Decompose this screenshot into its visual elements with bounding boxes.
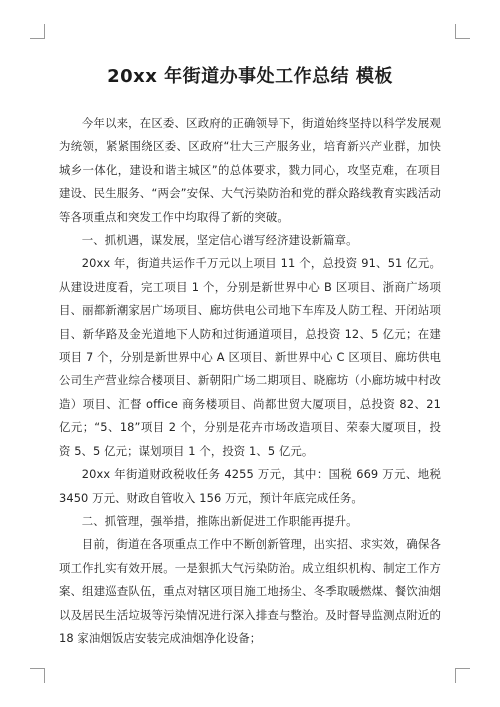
- crop-mark-top-left: [30, 24, 45, 39]
- paragraph-intro: 今年以来，在区委、区政府的正确领导下，街道始终坚持以科学发展观为统领，紧紧围绕区委、区政府“壮大三产服务业，培育新兴产业群，加快城乡一体化，建设和谐主城区”的总体要求，戮力同心，攻坚克难，在项目建设、民生服务、“两会”安保、大气污染防治和党的群众路线教育实践活动等各项重点和突发工作中均取得了新的突破。: [59, 116, 441, 224]
- paragraph-projects: 20xx 年，街道共运作千万元以上项目 11 个，总投资 91、51 亿元。从建设进度看，完工项目 1 个，分别是新世界中心 B 区项目、浙商广场项目、丽都新潮家居广场项目、廊坊供电公司地下车库及人防工程、开闭站项目、新华路及金光道地下人防和过街通道项目，总投资 12、5 亿元；在建项目 7 个，分别是新世界中心 A 区项目、新世界中心 C 区项目、廊坊供电公司生产营业综合楼项目、新朝阳广场二期项目、晓廊坊（小廊坊城中村改造）项目、汇督 office 商务楼项目、尚都世贸大厦项目，总投资 82、21 亿元；“5、18”项目 2 个，分别是花卉市场改造项目、荣泰大厦项目，投资 5、5 亿元；谋划项目 1 个，投资 1、5 亿元。: [59, 256, 441, 458]
- crop-mark-bottom-right: [455, 668, 470, 683]
- section-heading-2: 二、抓管理，强举措，推陈出新促进工作职能再提升。: [81, 513, 358, 528]
- section-heading-1: 一、抓机遇，谋发展，坚定信心谱写经济建设新篇章。: [81, 233, 358, 248]
- document-body: [59, 112, 441, 650]
- paragraph-management: 目前，街道在各项重点工作中不断创新管理，出实招、求实效，确保各项工作扎实有效开展。一是狠抓大气污染防治。成立组织机构、制定工作方案、组建巡查队伍，重点对辖区项目施工地扬尘、冬季取暖燃煤、餐饮油烟以及居民生活垃圾等污染情况进行深入排查与整治。及时督导监测点附近的 18 家油烟饭店安装完成油烟净化设备；: [59, 537, 441, 645]
- crop-mark-bottom-left: [30, 668, 45, 683]
- paragraph-finance: 20xx 年街道财政税收任务 4255 万元，其中：国税 669 万元、地税 3450 万元、财政自管收入 156 万元，预计年底完成任务。: [59, 467, 441, 505]
- crop-mark-top-right: [455, 24, 470, 39]
- document-title: 20xx 年街道办事处工作总结 模板: [107, 66, 393, 87]
